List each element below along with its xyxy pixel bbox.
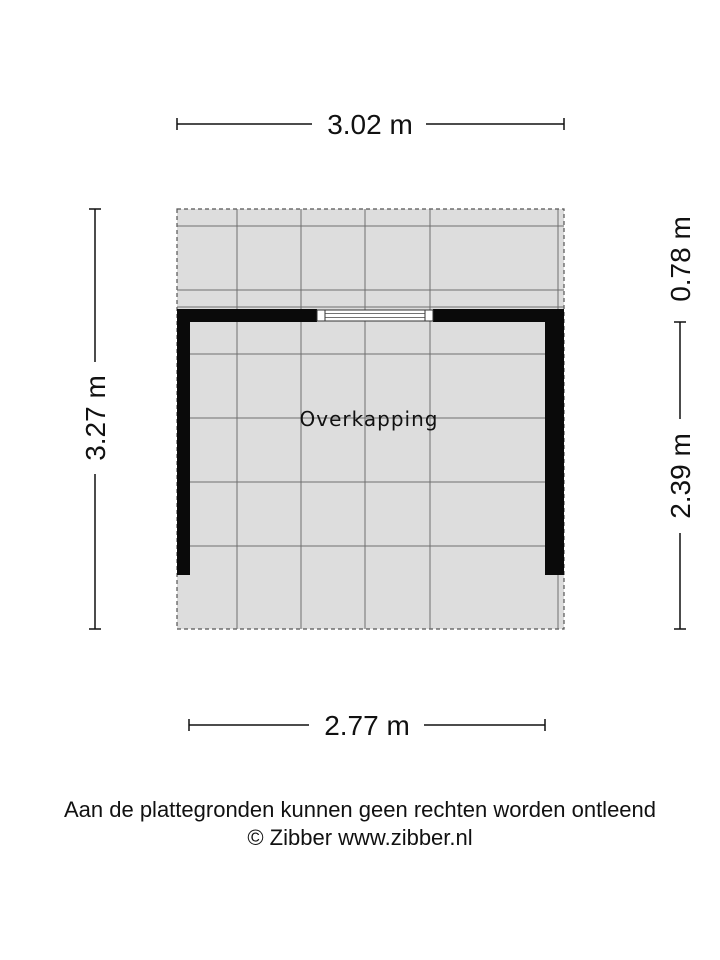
room-label: Overkapping	[299, 407, 439, 431]
wall-left	[177, 309, 190, 575]
disclaimer-text: Aan de plattegronden kunnen geen rechten worden ontleend	[63, 797, 657, 822]
window	[317, 310, 433, 321]
wall-top-right	[433, 309, 564, 322]
dimension-top-label: 3.02 m	[327, 109, 413, 140]
dimension-left-label: 3.27 m	[80, 375, 111, 461]
dimension-bottom-label: 2.77 m	[324, 710, 410, 741]
copyright-text: © Zibber www.zibber.nl	[247, 825, 473, 850]
dimension-right-lower-label: 2.39 m	[665, 433, 696, 519]
dimension-right-upper-label: 0.78 m	[665, 216, 696, 302]
wall-top-left	[177, 309, 317, 322]
wall-right	[545, 309, 564, 575]
